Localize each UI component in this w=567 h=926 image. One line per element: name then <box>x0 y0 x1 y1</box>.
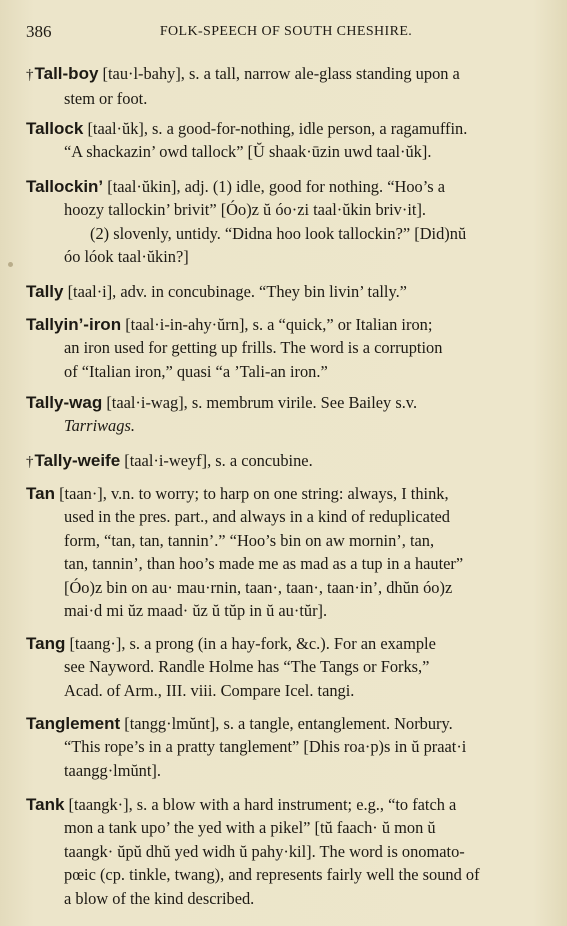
dagger-mark: † <box>26 67 34 83</box>
entry-tally <box>26 280 548 303</box>
entry-tally-weife <box>26 449 548 474</box>
headword: Tall-boy <box>34 64 99 83</box>
entry-line: [taal·ŭkin], adj. (1) idle, good for nothing. “Hoo’s a <box>107 177 446 196</box>
headword: Tank <box>26 795 65 814</box>
entry-line: stem or foot. <box>64 89 148 109</box>
entry-tallyin-iron <box>26 313 548 383</box>
entry-line: [taan·], v.n. to worry; to harp on one string: always, I think, <box>59 484 449 503</box>
entry-line: [tau·l-bahy], s. a tall, narrow ale-glass standing upon a <box>102 64 460 83</box>
page-header <box>26 22 546 44</box>
entry-tanglement <box>26 712 548 782</box>
entry-tallockin <box>26 175 548 269</box>
entry-line: taangk· ŭpŭ dhŭ yed widh ŭ pahy·kil]. The word is onomato- <box>64 841 465 861</box>
page-number: 386 <box>26 22 52 41</box>
headword: Tally <box>26 282 64 301</box>
headword: Tally-wag <box>26 393 103 412</box>
headword: Tan <box>26 484 55 503</box>
entry-line: used in the pres. part., and always in a kind of reduplicated <box>64 507 450 527</box>
entry-tally-wag <box>26 391 548 438</box>
entry-line: taangg·lmŭnt]. <box>64 760 161 780</box>
entry-line: mai·d mi ŭz maad· ŭz ŭ tŭp in ŭ au·tŭr]. <box>64 601 328 621</box>
entry-line: Tarriwags. <box>64 416 135 436</box>
entry-line: tan, tannin’, than hoo’s made me as mad as a tup in a hauter” <box>64 554 464 574</box>
entry-line: [taal·i-wag], s. membrum virile. See Bailey s.v. <box>106 393 418 412</box>
entry-line: [taangk·], s. a blow with a hard instrument; e.g., “to fatch a <box>68 795 457 814</box>
entry-line: “A shackazin’ owd tallock” [Ŭ shaak·ūzin uwd taal·ŭk]. <box>64 142 432 162</box>
entry-tall-boy <box>26 62 548 111</box>
entry-tank <box>26 793 548 910</box>
entry-line: hoozy tallockin’ brivit” [Óo)z ŭ óo·zi taal·ŭkin briv·it]. <box>64 200 426 220</box>
paper-spot <box>8 262 13 267</box>
entry-line: [taal·ŭk], s. a good-for-nothing, idle person, a ragamuffin. <box>87 119 468 138</box>
entry-line: [tangg·lmŭnt], s. a tangle, entanglement. Norbury. <box>124 714 453 733</box>
entry-line: an iron used for getting up frills. The word is a corruption <box>64 338 443 358</box>
headword: Tanglement <box>26 714 121 733</box>
entry-line: pœic (cp. tinkle, twang), and represents fairly well the sound of <box>64 865 480 885</box>
entry-line: [taang·], s. a prong (in a hay-fork, &c.). For an example <box>69 634 436 653</box>
entry-line: Acad. of Arm., III. viii. Compare Icel. tangi. <box>64 680 355 700</box>
headword: Tallockin’ <box>26 177 104 196</box>
entry-line: (2) slovenly, untidy. “Didna hoo look tallockin?” [Did)nŭ <box>90 223 467 243</box>
entry-tang <box>26 632 548 702</box>
entry-line: óo lóok taal·ŭkin?] <box>64 247 189 267</box>
entry-line: [taal·i-in-ahy·ŭrn], s. a “quick,” or Italian iron; <box>125 315 433 334</box>
headword: Tally-weife <box>34 451 121 470</box>
entry-line: of “Italian iron,” quasi “a ’Tali-an iron.” <box>64 361 328 381</box>
entry-line: [taal·i], adv. in concubinage. “They bin livin’ tally.” <box>67 282 407 301</box>
running-title: FOLK-SPEECH OF SOUTH CHESHIRE. <box>159 24 413 39</box>
headword: Tang <box>26 634 66 653</box>
entry-line: form, “tan, tan, tannin’.” “Hoo’s bin on aw mornin’, tan, <box>64 530 435 550</box>
entry-line: [Óo)z bin on au· mau·rnin, taan·, taan·, taan·in’, dhŭn óo)z <box>64 577 453 597</box>
headword: Tallyin’-iron <box>26 315 122 334</box>
entry-line: see Nayword. Randle Holme has “The Tangs or Forks,” <box>64 657 430 677</box>
entry-line: mon a tank upo’ the yed with a pikel” [tŭ faach· ŭ mon ŭ <box>64 818 436 838</box>
entry-tallock <box>26 117 548 164</box>
dagger-mark: † <box>26 454 34 470</box>
headword: Tallock <box>26 119 84 138</box>
entry-line: [taal·i-weyf], s. a concubine. <box>124 451 313 470</box>
entry-line: “This rope’s in a pratty tanglement” [Dhis roa·p)s in ŭ praat·i <box>64 737 467 757</box>
entry-line: a blow of the kind described. <box>64 888 255 908</box>
entry-tan <box>26 482 548 622</box>
